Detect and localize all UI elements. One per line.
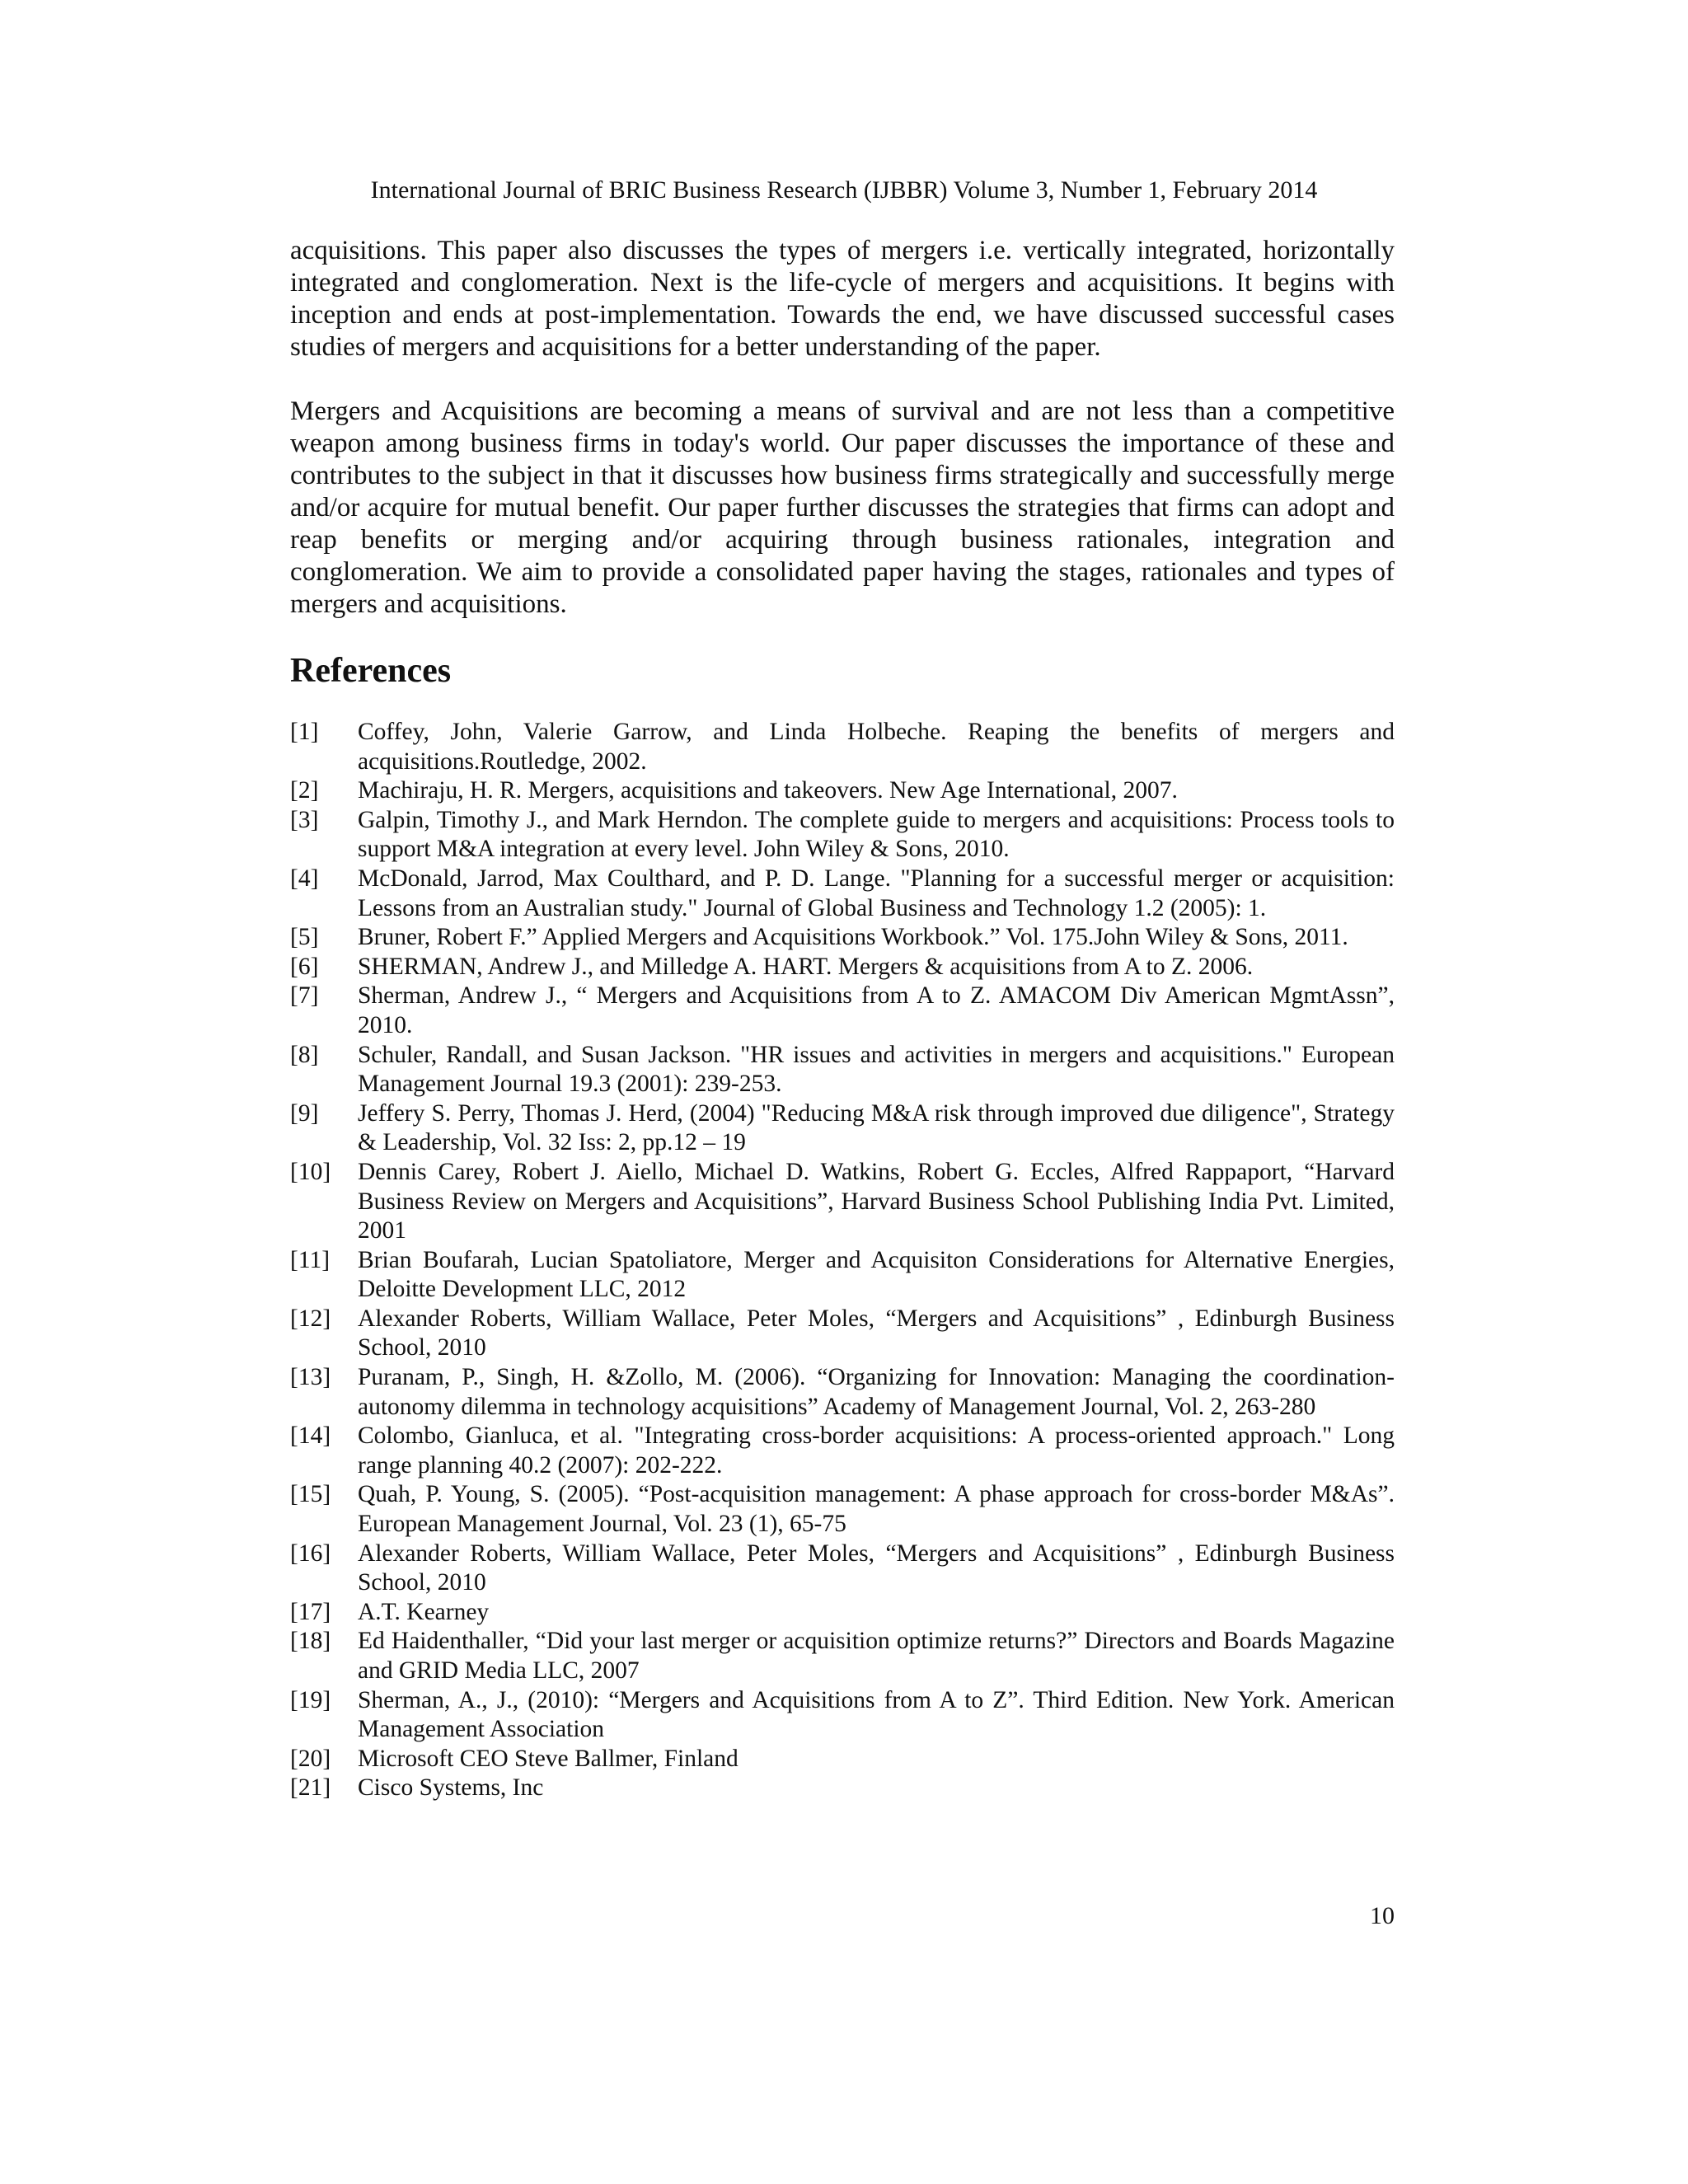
reference-number: [4] xyxy=(290,865,319,892)
reference-number: [7] xyxy=(290,982,319,1010)
running-header: International Journal of BRIC Business Research (IJBBR) Volume 3, Number 1, February 2014 xyxy=(370,176,1318,204)
reference-text: Machiraju, H. R. Mergers, acquisitions and takeovers. New Age International, 2007. xyxy=(358,777,1178,804)
reference-text: Cisco Systems, Inc xyxy=(358,1774,544,1802)
reference-number: [17] xyxy=(290,1598,331,1625)
references-heading: References xyxy=(290,652,452,690)
body-paragraph-2: Mergers and Acquisitions are becoming a means of survival and are not less than a competitive weapon among business firms in today's world. Our paper discusses the importance of these and contributes to the subject in that it discusses how business firms strategically and successfully merge and/or acquire for mutual benefit. Our paper further discusses the strategies that firms can adopt and reap benefits or merging and/or acquiring through business rationales, integration and conglomeration. We aim to provide a consolidated paper having the stages, rationales and types of mergers and acquisitions. xyxy=(290,396,1395,619)
reference-number: [20] xyxy=(290,1745,331,1772)
reference-number: [13] xyxy=(290,1364,331,1391)
reference-number: [9] xyxy=(290,1099,319,1127)
reference-item xyxy=(290,865,1395,923)
reference-item xyxy=(290,1480,1395,1539)
reference-number: [8] xyxy=(290,1041,319,1068)
reference-item xyxy=(290,1041,1395,1099)
reference-text: Colombo, Gianluca, et al. "Integrating cross-border acquisitions: A process-oriented approach." Long range planning 40.2 (2007): 202-222. xyxy=(358,1422,1395,1479)
reference-item xyxy=(290,1598,1395,1628)
reference-number: [21] xyxy=(290,1774,331,1802)
reference-text: Bruner, Robert F.” Applied Mergers and Acquisitions Workbook.” Vol. 175.John Wiley & Sons, 2011. xyxy=(358,924,1348,951)
reference-item xyxy=(290,1745,1395,1774)
reference-item xyxy=(290,718,1395,776)
reference-number: [1] xyxy=(290,719,319,745)
reference-item xyxy=(290,1686,1395,1745)
page-content xyxy=(290,235,1395,1803)
reference-item xyxy=(290,776,1395,806)
reference-number: [12] xyxy=(290,1305,331,1332)
reference-text: Alexander Roberts, William Wallace, Peter Moles, “Mergers and Acquisitions” , Edinburgh Business School, 2010 xyxy=(358,1305,1395,1361)
reference-text: Quah, P. Young, S. (2005). “Post-acquisition management: A phase approach for cross-border M&As”. European Management Journal, Vol. 23 (1), 65-75 xyxy=(358,1481,1395,1538)
reference-item xyxy=(290,1540,1395,1598)
reference-item xyxy=(290,923,1395,953)
reference-item xyxy=(290,982,1395,1040)
reference-number: [14] xyxy=(290,1422,331,1450)
reference-item xyxy=(290,1363,1395,1422)
reference-text: Sherman, Andrew J., “ Mergers and Acquisitions from A to Z. AMACOM Div American MgmtAssn”, 2010. xyxy=(358,982,1395,1038)
reference-number: [11] xyxy=(290,1246,331,1273)
reference-number: [19] xyxy=(290,1686,331,1713)
reference-text: Galpin, Timothy J., and Mark Herndon. The complete guide to mergers and acquisitions: Process tools to support M&A integration at every level. John Wiley & Sons, 2010. xyxy=(358,806,1395,863)
reference-item xyxy=(290,1422,1395,1480)
reference-text: Alexander Roberts, William Wallace, Peter Moles, “Mergers and Acquisitions” , Edinburgh Business School, 2010 xyxy=(358,1540,1395,1596)
reference-text: Coffey, John, Valerie Garrow, and Linda Holbeche. Reaping the benefits of mergers and acquisitions.Routledge, 2002. xyxy=(358,719,1395,775)
reference-number: [5] xyxy=(290,924,319,951)
reference-text: Microsoft CEO Steve Ballmer, Finland xyxy=(358,1745,738,1772)
reference-number: [18] xyxy=(290,1628,331,1655)
reference-text: Ed Haidenthaller, “Did your last merger or acquisition optimize returns?” Directors and Boards Magazine and GRID Media LLC, 2007 xyxy=(358,1628,1395,1684)
reference-number: [6] xyxy=(290,953,319,980)
reference-text: Brian Boufarah, Lucian Spatoliatore, Merger and Acquisiton Considerations for Alternative Energies, Deloitte Development LLC, 2012 xyxy=(358,1246,1395,1303)
reference-number: [15] xyxy=(290,1481,331,1508)
reference-list xyxy=(290,718,1395,1803)
reference-number: [2] xyxy=(290,777,319,804)
page-number: 10 xyxy=(1370,1902,1395,1929)
reference-text: SHERMAN, Andrew J., and Milledge A. HART. Mergers & acquisitions from A to Z. 2006. xyxy=(358,953,1254,980)
reference-number: [3] xyxy=(290,806,319,833)
body-paragraph-1: acquisitions. This paper also discusses the types of mergers i.e. vertically integrated, horizontally integrated and conglomeration. Next is the life-cycle of mergers and acquisitions. It begins with inception and ends at post-implementation. Towards the end, we have discussed successful cases studies of mergers and acquisitions for a better understanding of the paper. xyxy=(290,236,1395,362)
reference-item xyxy=(290,1627,1395,1685)
reference-item xyxy=(290,1246,1395,1305)
reference-text: Schuler, Randall, and Susan Jackson. "HR issues and activities in mergers and acquisitions." European Management Journal 19.3 (2001): 239-253. xyxy=(358,1041,1395,1098)
reference-item xyxy=(290,1099,1395,1158)
reference-text: McDonald, Jarrod, Max Coulthard, and P. D. Lange. "Planning for a successful merger or acquisition: Lessons from an Australian study." Journal of Global Business and Technology 1.2 (2005): 1. xyxy=(358,865,1395,921)
reference-item xyxy=(290,1158,1395,1246)
reference-text: A.T. Kearney xyxy=(358,1598,490,1625)
reference-item xyxy=(290,1305,1395,1363)
reference-text: Jeffery S. Perry, Thomas J. Herd, (2004) "Reducing M&A risk through improved due diligence", Strategy & Leadership, Vol. 32 Iss: 2, pp.12 – 19 xyxy=(358,1099,1395,1156)
reference-item xyxy=(290,1774,1395,1803)
reference-number: [10] xyxy=(290,1158,331,1185)
reference-number: [16] xyxy=(290,1540,331,1567)
reference-text: Sherman, A., J., (2010): “Mergers and Acquisitions from A to Z”. Third Edition. New York. American Management Association xyxy=(358,1686,1395,1743)
reference-text: Puranam, P., Singh, H. &Zollo, M. (2006). “Organizing for Innovation: Managing the coordination-autonomy dilemma in technology acquisitions” Academy of Management Journal, Vol. 2, 263-280 xyxy=(358,1364,1395,1420)
reference-text: Dennis Carey, Robert J. Aiello, Michael D. Watkins, Robert G. Eccles, Alfred Rappaport, “Harvard Business Review on Mergers and Acquisitions”, Harvard Business School Publishing India Pvt. Limited, 2001 xyxy=(358,1158,1395,1244)
reference-item xyxy=(290,806,1395,865)
reference-item xyxy=(290,953,1395,982)
